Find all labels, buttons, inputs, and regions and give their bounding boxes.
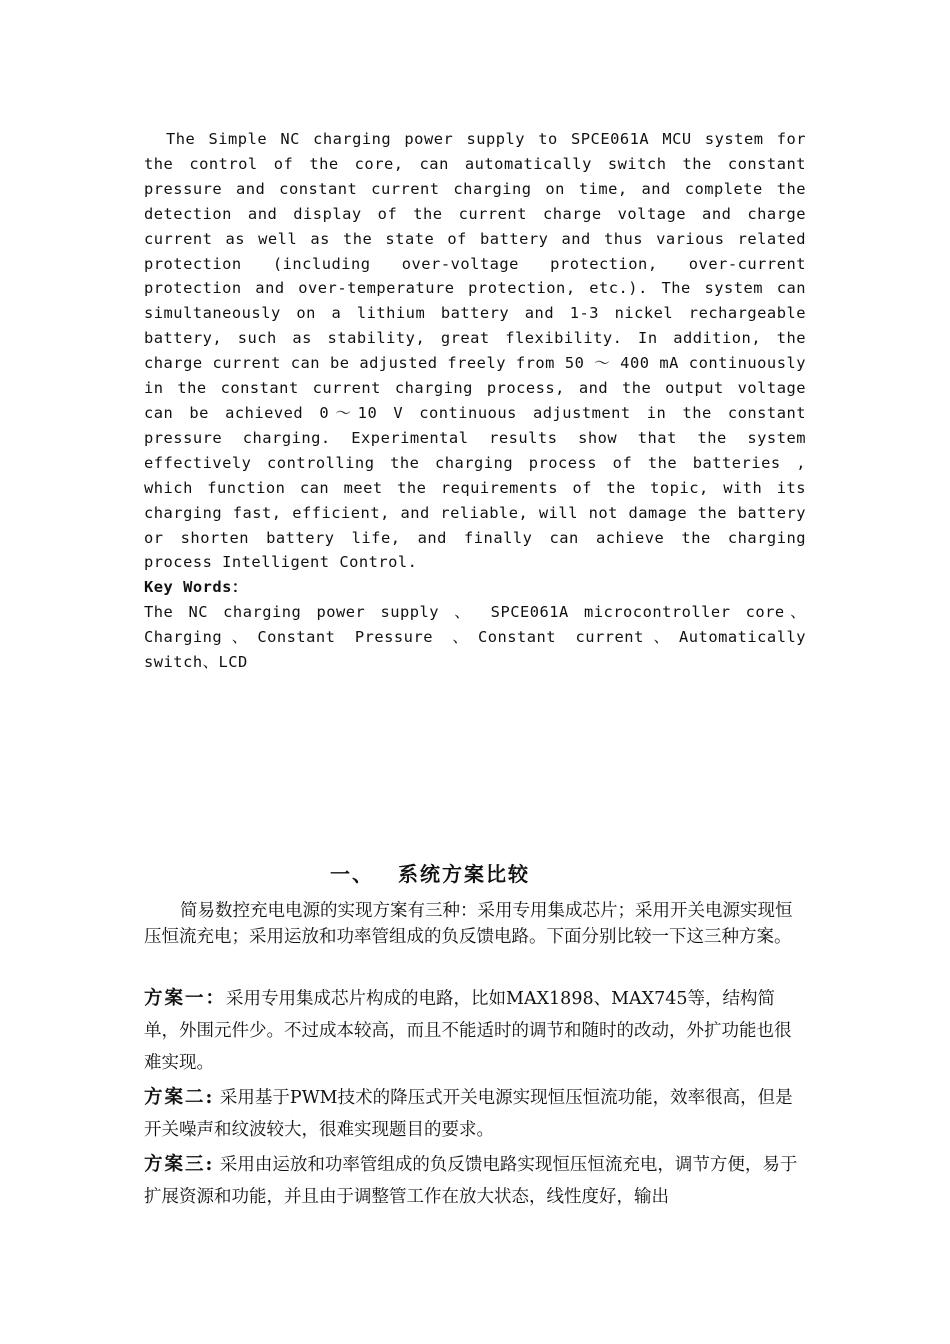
- section-intro: 简易数控充电电源的实现方案有三种：采用专用集成芯片；采用开关电源实现恒压恒流充电；采用运放和功率管组成的负反馈电路。下面分别比较一下这三种方案。: [144, 901, 793, 947]
- scheme-1-label: 方案一: [144, 988, 206, 1009]
- abstract-paragraph: The Simple NC charging power supply to SPCE061A MCU system for the control of the core, can automatically switch the constant pressure and constant current charging on time, and complete the detection and display of the current charge voltage and charge current as well as the state of battery and thus various related protection (including over-voltage protection, over-current protection and over-temperature protection, etc.). The system can simultaneously on a lithium battery and 1-3 nickel rechargeable battery, such as stability, great flexibility. In addition, the charge current can be adjusted freely from 50 ～ 400 mA continuously in the constant current charging process, and the output voltage can be achieved 0～10 V continuous adjustment in the constant pressure charging. Experimental results show that the system effectively controlling the charging process of the batteries , which function can meet the requirements of the topic, with its charging fast, efficient, and reliable, will not damage the battery or shorten battery life, and finally can achieve the charging process Intelligent Control.: [144, 130, 806, 572]
- scheme-3-separator: :: [205, 1154, 215, 1175]
- scheme-2-label: 方案二: [144, 1087, 206, 1108]
- scheme-1-paragraph: [144, 983, 806, 1079]
- scheme-2-paragraph: [144, 1082, 806, 1146]
- section-heading: [330, 858, 530, 887]
- keywords-text: The NC charging power supply 、 SPCE061A microcontroller core、Charging、Constant Pressure 、Constant current、Automatically switch、LCD: [144, 603, 806, 671]
- scheme-3-text: 采用由运放和功率管组成的负反馈电路实现恒压恒流充电，调节方便，易于扩展资源和功能，并且由于调整管工作在放大状态，线性度好，输出: [144, 1155, 798, 1207]
- scheme-1-text: 采用专用集成芯片构成的电路，比如MAX1898、MAX745等，结构简单，外围元件少。不过成本较高，而且不能适时的调节和随时的改动，外扩功能也很难实现。: [144, 989, 792, 1073]
- scheme-2-text: 采用基于PWM技术的降压式开关电源实现恒压恒流功能，效率很高，但是开关噪声和纹波较大，很难实现题目的要求。: [144, 1088, 793, 1140]
- section-number: 一、: [330, 862, 374, 886]
- scheme-3-paragraph: [144, 1149, 806, 1213]
- scheme-3-label: 方案三: [144, 1154, 206, 1175]
- scheme-2-separator: :: [205, 1087, 215, 1108]
- scheme-1-separator: ：: [205, 988, 227, 1009]
- keywords-label: Key Words：: [144, 578, 248, 596]
- section-title: 系统方案比较: [398, 862, 530, 886]
